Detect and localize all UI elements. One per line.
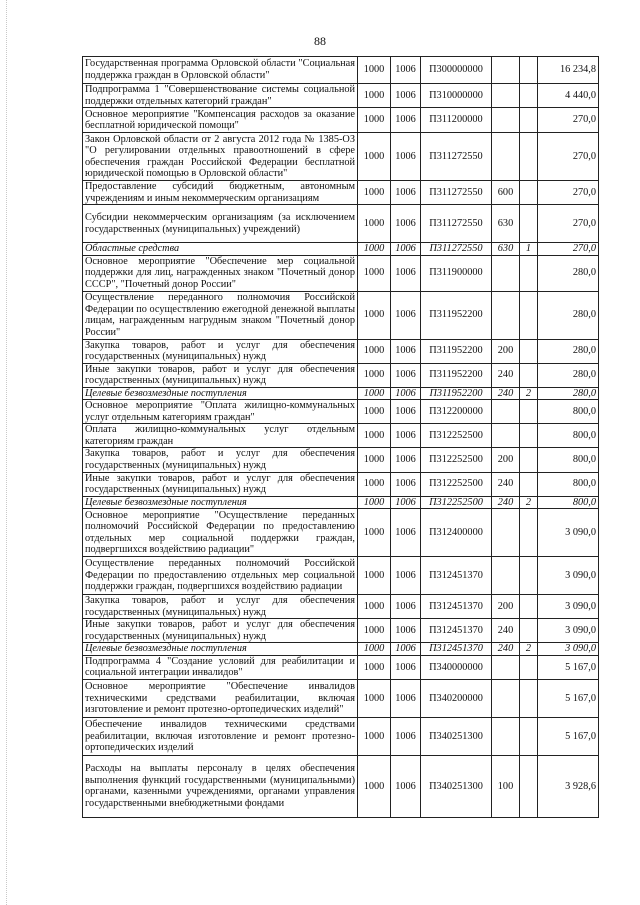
table-row (83, 496, 599, 509)
amount: 270,0 (538, 108, 599, 133)
target-article-code: П312252500 (421, 472, 492, 496)
target-article-code: П311272550 (421, 133, 492, 181)
table-row (83, 619, 599, 643)
amount: 280,0 (538, 387, 599, 400)
table-row (83, 557, 599, 595)
target-article-code: П312252500 (421, 448, 492, 472)
subsection-code: 1006 (391, 133, 421, 181)
table-row (83, 339, 599, 363)
funding-source-code: 2 (520, 643, 538, 656)
table-row (83, 108, 599, 133)
target-article-code: П340251300 (421, 755, 492, 817)
amount: 800,0 (538, 424, 599, 448)
section-code: 1000 (358, 557, 391, 595)
amount: 800,0 (538, 472, 599, 496)
funding-source-code (520, 424, 538, 448)
section-code: 1000 (358, 655, 391, 679)
funding-source-code (520, 133, 538, 181)
funding-source-code (520, 84, 538, 108)
subsection-code: 1006 (391, 400, 421, 424)
table-row (83, 717, 599, 755)
expense-type-code: 100 (492, 755, 520, 817)
table-row (83, 595, 599, 619)
section-code: 1000 (358, 424, 391, 448)
target-article-code: П311900000 (421, 255, 492, 291)
amount: 800,0 (538, 496, 599, 509)
table-row (83, 679, 599, 717)
funding-source-code (520, 448, 538, 472)
subsection-code: 1006 (391, 619, 421, 643)
section-code: 1000 (358, 339, 391, 363)
expense-type-code (492, 133, 520, 181)
section-code: 1000 (358, 679, 391, 717)
subsection-code: 1006 (391, 595, 421, 619)
target-article-code: П312451370 (421, 557, 492, 595)
funding-source-code: 2 (520, 387, 538, 400)
subsection-code: 1006 (391, 255, 421, 291)
table-row (83, 205, 599, 243)
table-row (83, 643, 599, 656)
funding-source-code (520, 205, 538, 243)
subsection-code: 1006 (391, 424, 421, 448)
table-row (83, 84, 599, 108)
section-code: 1000 (358, 133, 391, 181)
funding-source-code (520, 472, 538, 496)
amount: 4 440,0 (538, 84, 599, 108)
row-name: Целевые безвозмездные поступления (83, 496, 358, 509)
table-row (83, 133, 599, 181)
row-name: Подпрограмма 4 "Создание условий для реабилитации и социальной интеграции инвалидов" (83, 655, 358, 679)
amount: 3 090,0 (538, 509, 599, 557)
amount: 3 090,0 (538, 619, 599, 643)
amount: 3 090,0 (538, 557, 599, 595)
binder-edge (6, 0, 7, 905)
expense-type-code (492, 679, 520, 717)
row-name: Целевые безвозмездные поступления (83, 387, 358, 400)
subsection-code: 1006 (391, 448, 421, 472)
row-name: Закупка товаров, работ и услуг для обеспечения государственных (муниципальных) нужд (83, 448, 358, 472)
subsection-code: 1006 (391, 472, 421, 496)
amount: 3 090,0 (538, 643, 599, 656)
section-code: 1000 (358, 755, 391, 817)
amount: 5 167,0 (538, 655, 599, 679)
expense-type-code: 630 (492, 205, 520, 243)
expense-type-code: 240 (492, 363, 520, 387)
funding-source-code (520, 181, 538, 205)
subsection-code: 1006 (391, 643, 421, 656)
target-article-code: П312451370 (421, 643, 492, 656)
target-article-code: П312252500 (421, 424, 492, 448)
section-code: 1000 (358, 181, 391, 205)
section-code: 1000 (358, 205, 391, 243)
table-row (83, 255, 599, 291)
funding-source-code (520, 255, 538, 291)
table-row (83, 424, 599, 448)
subsection-code: 1006 (391, 717, 421, 755)
section-code: 1000 (358, 108, 391, 133)
row-name: Расходы на выплаты персоналу в целях обеспечения выполнения функций государственными (муниципальными) органами, казенными учреждениями, органами управления государственными внебюджетными фондами (83, 755, 358, 817)
subsection-code: 1006 (391, 57, 421, 84)
target-article-code: П311952200 (421, 363, 492, 387)
expense-type-code (492, 557, 520, 595)
budget-table-body (83, 57, 599, 818)
row-name: Обеспечение инвалидов техническими средствами реабилитации, включая изготовление и ремонт протезно-ортопедических изделий (83, 717, 358, 755)
funding-source-code (520, 755, 538, 817)
subsection-code: 1006 (391, 387, 421, 400)
row-name: Основное мероприятие "Обеспечение мер социальной поддержки для лиц, награжденных знаком "Почетный донор СССР", "Почетный донор России" (83, 255, 358, 291)
funding-source-code (520, 108, 538, 133)
amount: 280,0 (538, 339, 599, 363)
amount: 800,0 (538, 448, 599, 472)
subsection-code: 1006 (391, 339, 421, 363)
section-code: 1000 (358, 363, 391, 387)
funding-source-code: 2 (520, 496, 538, 509)
amount: 3 928,6 (538, 755, 599, 817)
row-name: Целевые безвозмездные поступления (83, 643, 358, 656)
target-article-code: П311272550 (421, 205, 492, 243)
section-code: 1000 (358, 472, 391, 496)
target-article-code: П311952200 (421, 291, 492, 339)
funding-source-code (520, 655, 538, 679)
expense-type-code (492, 400, 520, 424)
expense-type-code (492, 717, 520, 755)
expense-type-code (492, 84, 520, 108)
target-article-code: П300000000 (421, 57, 492, 84)
target-article-code: П311200000 (421, 108, 492, 133)
section-code: 1000 (358, 717, 391, 755)
amount: 5 167,0 (538, 679, 599, 717)
table-row (83, 291, 599, 339)
row-name: Осуществление переданных полномочий Российской Федерации по предоставлению отдельных мер социальной поддержки граждан, подвергшихся воздействию радиации (83, 557, 358, 595)
target-article-code: П312400000 (421, 509, 492, 557)
expense-type-code: 630 (492, 243, 520, 256)
expense-type-code (492, 255, 520, 291)
section-code: 1000 (358, 57, 391, 84)
amount: 280,0 (538, 363, 599, 387)
section-code: 1000 (358, 387, 391, 400)
target-article-code: П340000000 (421, 655, 492, 679)
amount: 280,0 (538, 291, 599, 339)
section-code: 1000 (358, 400, 391, 424)
row-name: Закупка товаров, работ и услуг для обеспечения государственных (муниципальных) нужд (83, 595, 358, 619)
expense-type-code (492, 509, 520, 557)
section-code: 1000 (358, 619, 391, 643)
subsection-code: 1006 (391, 108, 421, 133)
row-name: Предоставление субсидий бюджетным, автономным учреждениям и иным некоммерческим организациям (83, 181, 358, 205)
funding-source-code (520, 400, 538, 424)
funding-source-code: 1 (520, 243, 538, 256)
table-row (83, 181, 599, 205)
funding-source-code (520, 619, 538, 643)
subsection-code: 1006 (391, 679, 421, 717)
amount: 280,0 (538, 255, 599, 291)
subsection-code: 1006 (391, 755, 421, 817)
subsection-code: 1006 (391, 205, 421, 243)
section-code: 1000 (358, 84, 391, 108)
table-row (83, 448, 599, 472)
target-article-code: П340200000 (421, 679, 492, 717)
row-name: Областные средства (83, 243, 358, 256)
expense-type-code (492, 108, 520, 133)
section-code: 1000 (358, 448, 391, 472)
expense-type-code: 200 (492, 339, 520, 363)
subsection-code: 1006 (391, 243, 421, 256)
row-name: Основное мероприятие "Компенсация расходов за оказание бесплатной юридической помощи" (83, 108, 358, 133)
budget-table (82, 56, 599, 818)
subsection-code: 1006 (391, 291, 421, 339)
table-row (83, 655, 599, 679)
table-row (83, 755, 599, 817)
target-article-code: П311952200 (421, 387, 492, 400)
amount: 16 234,8 (538, 57, 599, 84)
target-article-code: П310000000 (421, 84, 492, 108)
section-code: 1000 (358, 255, 391, 291)
table-row (83, 387, 599, 400)
section-code: 1000 (358, 509, 391, 557)
target-article-code: П311272550 (421, 243, 492, 256)
page-number: 88 (314, 34, 326, 48)
expense-type-code (492, 655, 520, 679)
row-name: Основное мероприятие "Обеспечение инвалидов техническими средствами реабилитации, включая изготовление и ремонт протезно-ортопедических изделий" (83, 679, 358, 717)
section-code: 1000 (358, 643, 391, 656)
subsection-code: 1006 (391, 84, 421, 108)
row-name: Основное мероприятие "Осуществление переданных полномочий Российской Федерации по предоставлению отдельных мер социальной поддержки граждан, подвергшихся воздействию радиации" (83, 509, 358, 557)
section-code: 1000 (358, 243, 391, 256)
funding-source-code (520, 509, 538, 557)
funding-source-code (520, 57, 538, 84)
section-code: 1000 (358, 291, 391, 339)
subsection-code: 1006 (391, 655, 421, 679)
target-article-code: П312200000 (421, 400, 492, 424)
row-name: Закупка товаров, работ и услуг для обеспечения государственных (муниципальных) нужд (83, 339, 358, 363)
row-name: Осуществление переданного полномочия Российской Федерации по осуществлению ежегодной денежной выплаты лицам, награжденным нагрудным знаком "Почетный донор России" (83, 291, 358, 339)
expense-type-code: 240 (492, 643, 520, 656)
funding-source-code (520, 557, 538, 595)
table-row (83, 509, 599, 557)
section-code: 1000 (358, 595, 391, 619)
expense-type-code: 240 (492, 472, 520, 496)
target-article-code: П312451370 (421, 619, 492, 643)
row-name: Подпрограмма 1 "Совершенствование системы социальной поддержки отдельных категорий граждан" (83, 84, 358, 108)
funding-source-code (520, 717, 538, 755)
amount: 3 090,0 (538, 595, 599, 619)
section-code: 1000 (358, 496, 391, 509)
expense-type-code (492, 291, 520, 339)
subsection-code: 1006 (391, 496, 421, 509)
row-name: Иные закупки товаров, работ и услуг для обеспечения государственных (муниципальных) нужд (83, 619, 358, 643)
amount: 800,0 (538, 400, 599, 424)
funding-source-code (520, 679, 538, 717)
row-name: Закон Орловской области от 2 августа 2012 года № 1385-ОЗ "О регулировании отдельных правоотношений в сфере обеспечения граждан Российской Федерации бесплатной юридической помощью в Орловской области" (83, 133, 358, 181)
target-article-code: П311272550 (421, 181, 492, 205)
expense-type-code (492, 424, 520, 448)
row-name: Иные закупки товаров, работ и услуг для обеспечения государственных (муниципальных) нужд (83, 472, 358, 496)
amount: 270,0 (538, 205, 599, 243)
table-row (83, 472, 599, 496)
table-row (83, 400, 599, 424)
funding-source-code (520, 291, 538, 339)
row-name: Оплата жилищно-коммунальных услуг отдельным категориям граждан (83, 424, 358, 448)
target-article-code: П312451370 (421, 595, 492, 619)
target-article-code: П312252500 (421, 496, 492, 509)
funding-source-code (520, 595, 538, 619)
amount: 270,0 (538, 181, 599, 205)
subsection-code: 1006 (391, 181, 421, 205)
row-name: Иные закупки товаров, работ и услуг для обеспечения государственных (муниципальных) нужд (83, 363, 358, 387)
amount: 270,0 (538, 133, 599, 181)
amount: 270,0 (538, 243, 599, 256)
funding-source-code (520, 339, 538, 363)
table-row (83, 363, 599, 387)
amount: 5 167,0 (538, 717, 599, 755)
expense-type-code: 200 (492, 448, 520, 472)
expense-type-code: 240 (492, 619, 520, 643)
expense-type-code: 240 (492, 387, 520, 400)
funding-source-code (520, 363, 538, 387)
target-article-code: П311952200 (421, 339, 492, 363)
target-article-code: П340251300 (421, 717, 492, 755)
subsection-code: 1006 (391, 363, 421, 387)
table-row (83, 243, 599, 256)
expense-type-code: 200 (492, 595, 520, 619)
subsection-code: 1006 (391, 509, 421, 557)
row-name: Основное мероприятие "Оплата жилищно-коммунальных услуг отдельным категориям граждан" (83, 400, 358, 424)
expense-type-code (492, 57, 520, 84)
subsection-code: 1006 (391, 557, 421, 595)
row-name: Субсидии некоммерческим организациям (за исключением государственных (муниципальных) учреждений) (83, 205, 358, 243)
row-name: Государственная программа Орловской области "Социальная поддержка граждан в Орловской области" (83, 57, 358, 84)
table-row (83, 57, 599, 84)
expense-type-code: 600 (492, 181, 520, 205)
expense-type-code: 240 (492, 496, 520, 509)
